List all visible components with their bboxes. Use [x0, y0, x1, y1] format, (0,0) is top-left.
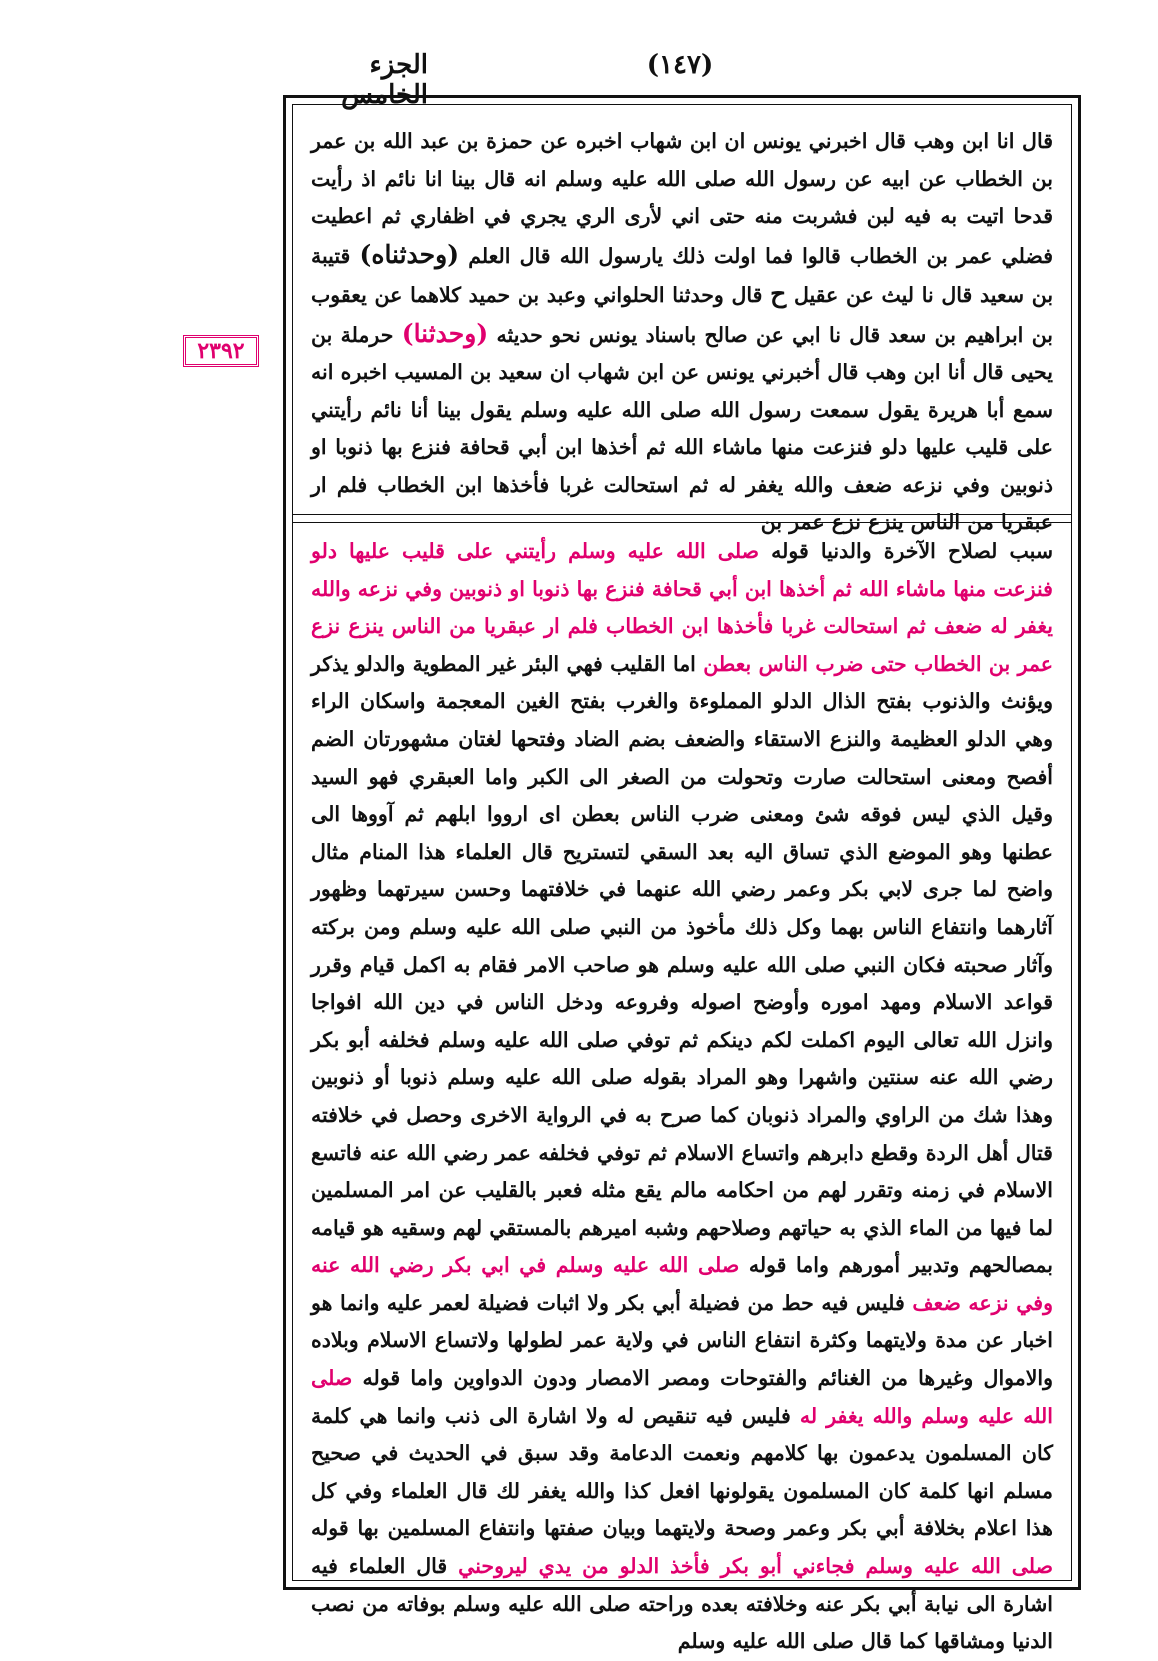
commentary-segment-3: فليس فيه حط من فضيلة أبي بكر ولا اثبات فضيلة لعمر عليه وانما هو اخبار عن مدة ولايتهما وكثرة انتفاع الناس في ولاية عمر لطولها ولاتساع الاسلام وبلاده والاموال وغيرها من الغنائم والفتوحات ومصر الامصار ودون الدواوين واما قوله	[311, 1290, 1054, 1391]
page-frame-inner	[292, 104, 1072, 1654]
hadith-number-box: ٢٣٩٢	[183, 335, 259, 367]
narration-marker-highlight: (وحدثنا)	[401, 318, 489, 348]
page-frame	[283, 95, 1081, 1654]
tahwil-marker: ح	[770, 279, 787, 308]
commentary-quote-3: صلى الله عليه وسلم والله يغفر له	[311, 1366, 1053, 1428]
section-divider	[293, 514, 1071, 523]
commentary-quote-4: صلى الله عليه وسلم فجاءني أبو بكر فأخذ الدلو من يدي ليروحني	[458, 1554, 1053, 1579]
narration-marker: (وحدثناه)	[359, 239, 460, 269]
commentary-segment-5: قال العلماء فيه اشارة الى نيابة أبي بكر عنه وخلافته بعده وراحته صلى الله عليه وسلم بوفاته من نصب الدنيا ومشاقها كما قال صلى الله عليه وسلم	[311, 1554, 1053, 1654]
commentary-quote-1: صلى الله عليه وسلم رأيتني على قليب عليها دلو فنزعت منها ماشاء الله ثم أخذها ابن أبي قحافة فنزع بها ذنوبا او ذنوبين وفي نزعه والله يغفر له ضعف ثم استحالت غربا فأخذها ابن الخطاب فلم ار عبقريا من الناس ينزع نزع عمر بن الخطاب حتى ضرب الناس بعطن	[311, 539, 1053, 676]
commentary-segment-4: فليس فيه تنقيص له ولا اشارة الى ذنب وانما هي كلمة كان المسلمون يدعمون بها كلامهم ونعمت الدعامة وقد سبق في الحديث في صحيح مسلم انها كلمة كان المسلمون يقولونها افعل كذا والله يغفر لك قال العلماء وفي كل هذا اعلام بخلافة أبي بكر وعمر وصحة ولايتهما وبيان صفتها وانتفاع المسلمين بها قوله	[311, 1403, 1053, 1541]
commentary-text	[311, 533, 1054, 1654]
hadith-segment-4: حرملة بن يحيى قال أنا ابن وهب قال أخبرني يونس عن ابن شهاب ان سعيد بن المسيب اخبره انه سمع أبا هريرة يقول سمعت رسول الله صلى الله عليه وسلم يقول بينا أنا نائم رأيتني على قليب عليها دلو فنزعت منها ماشاء الله ثم أخذها ابن أبي قحافة فنزع بها ذنوبا او ذنوبين وفي نزعه ضعف والله يغفر له ثم استحالت غربا فأخذها ابن الخطاب فلم ار عبقريا من الناس ينزع نزع عمر بن	[311, 322, 1053, 534]
running-header-part: الجزء الخامس	[341, 50, 428, 110]
hadith-segment-1: قال انا ابن وهب قال اخبرني يونس ان ابن شهاب اخبره عن حمزة بن عبد الله بن عمر بن الخطاب عن ابيه عن رسول الله صلى الله عليه وسلم انه قال بينا انا نائم اذ رأيت قدحا اتيت به فيه لبن فشربت منه حتى اني لأرى الري يجري في اظفاري ثم اعطيت فضلي عمر بن الخطاب قالوا فما اولت ذلك يارسول الله قال العلم	[311, 129, 1054, 268]
commentary-segment-1: سبب لصلاح الآخرة والدنيا قوله	[771, 539, 1053, 563]
hadith-segment-3: قال وحدثنا الحلواني وعبد بن حميد كلاهما عن يعقوب بن ابراهيم بن سعد قال نا ابي عن صالح باسناد يونس نحو حديثه	[311, 283, 1053, 347]
page-number: (١٤٧)	[646, 50, 714, 80]
hadith-segment-2: قتيبة بن سعيد قال نا ليث عن عقيل	[311, 243, 1054, 307]
hadith-text	[311, 123, 1054, 534]
commentary-quote-2: صلى الله عليه وسلم في ابي بكر رضي الله عنه وفي نزعه ضعف	[311, 1253, 1053, 1315]
commentary-segment-2: اما القليب فهي البئر غير المطوية والدلو يذكر ويؤنث والذنوب بفتح الذال الدلو المملوءة والغرب بفتح الغين المعجمة واسكان الراء وهي الدلو العظيمة والنزع الاستقاء والضعف بضم الضاد وفتحها لغتان مشهورتان الضم أفصح ومعنى استحالت صارت وتحولت من الصغر الى الكبر واما العبقري فهو السيد وقيل الذي ليس فوقه شئ ومعنى ضرب الناس بعطن اى ارووا ابلهم ثم آووها الى عطنها وهو الموضع الذي تساق اليه بعد السقي لتستريح قال العلماء هذا المنام مثال واضح لما جرى لابي بكر وعمر رضي الله عنهما في خلافتهما وحسن سيرتهما وظهور آثارهما وانتفاع الناس بهما وكل ذلك مأخوذ من النبي صلى الله عليه وسلم ومن بركته وآثار صحبته فكان النبي صلى الله عليه وسلم هو صاحب الامر فقام به اكمل قيام وقرر قواعد الاسلام ومهد اموره وأوضح اصوله وفروعه ودخل الناس في دين الله افواجا وانزل الله تعالى اليوم اكملت لكم دينكم ثم توفي صلى الله عليه وسلم فخلفه أبو بكر رضي الله عنه سنتين واشهرا وهو المراد بقوله صلى الله عليه وسلم ذنوبا أو ذنوبين وهذا شك من الراوي والمراد ذنوبان كما صرح به في الرواية الاخرى وحصل في خلافته قتال أهل الردة وقطع دابرهم واتساع الاسلام ثم توفي فخلفه عمر رضي الله عنه فاتسع الاسلام في زمنه وتقرر لهم من احكامه مالم يقع مثله فعبر بالقليب عن امر المسلمين لما فيها من الماء الذي به حياتهم وصلاحهم وشبه اميرهم بالمستقي لهم وسقيه هو قيامه بمصالحهم وتدبير أمورهم واما قوله	[311, 651, 1053, 1278]
